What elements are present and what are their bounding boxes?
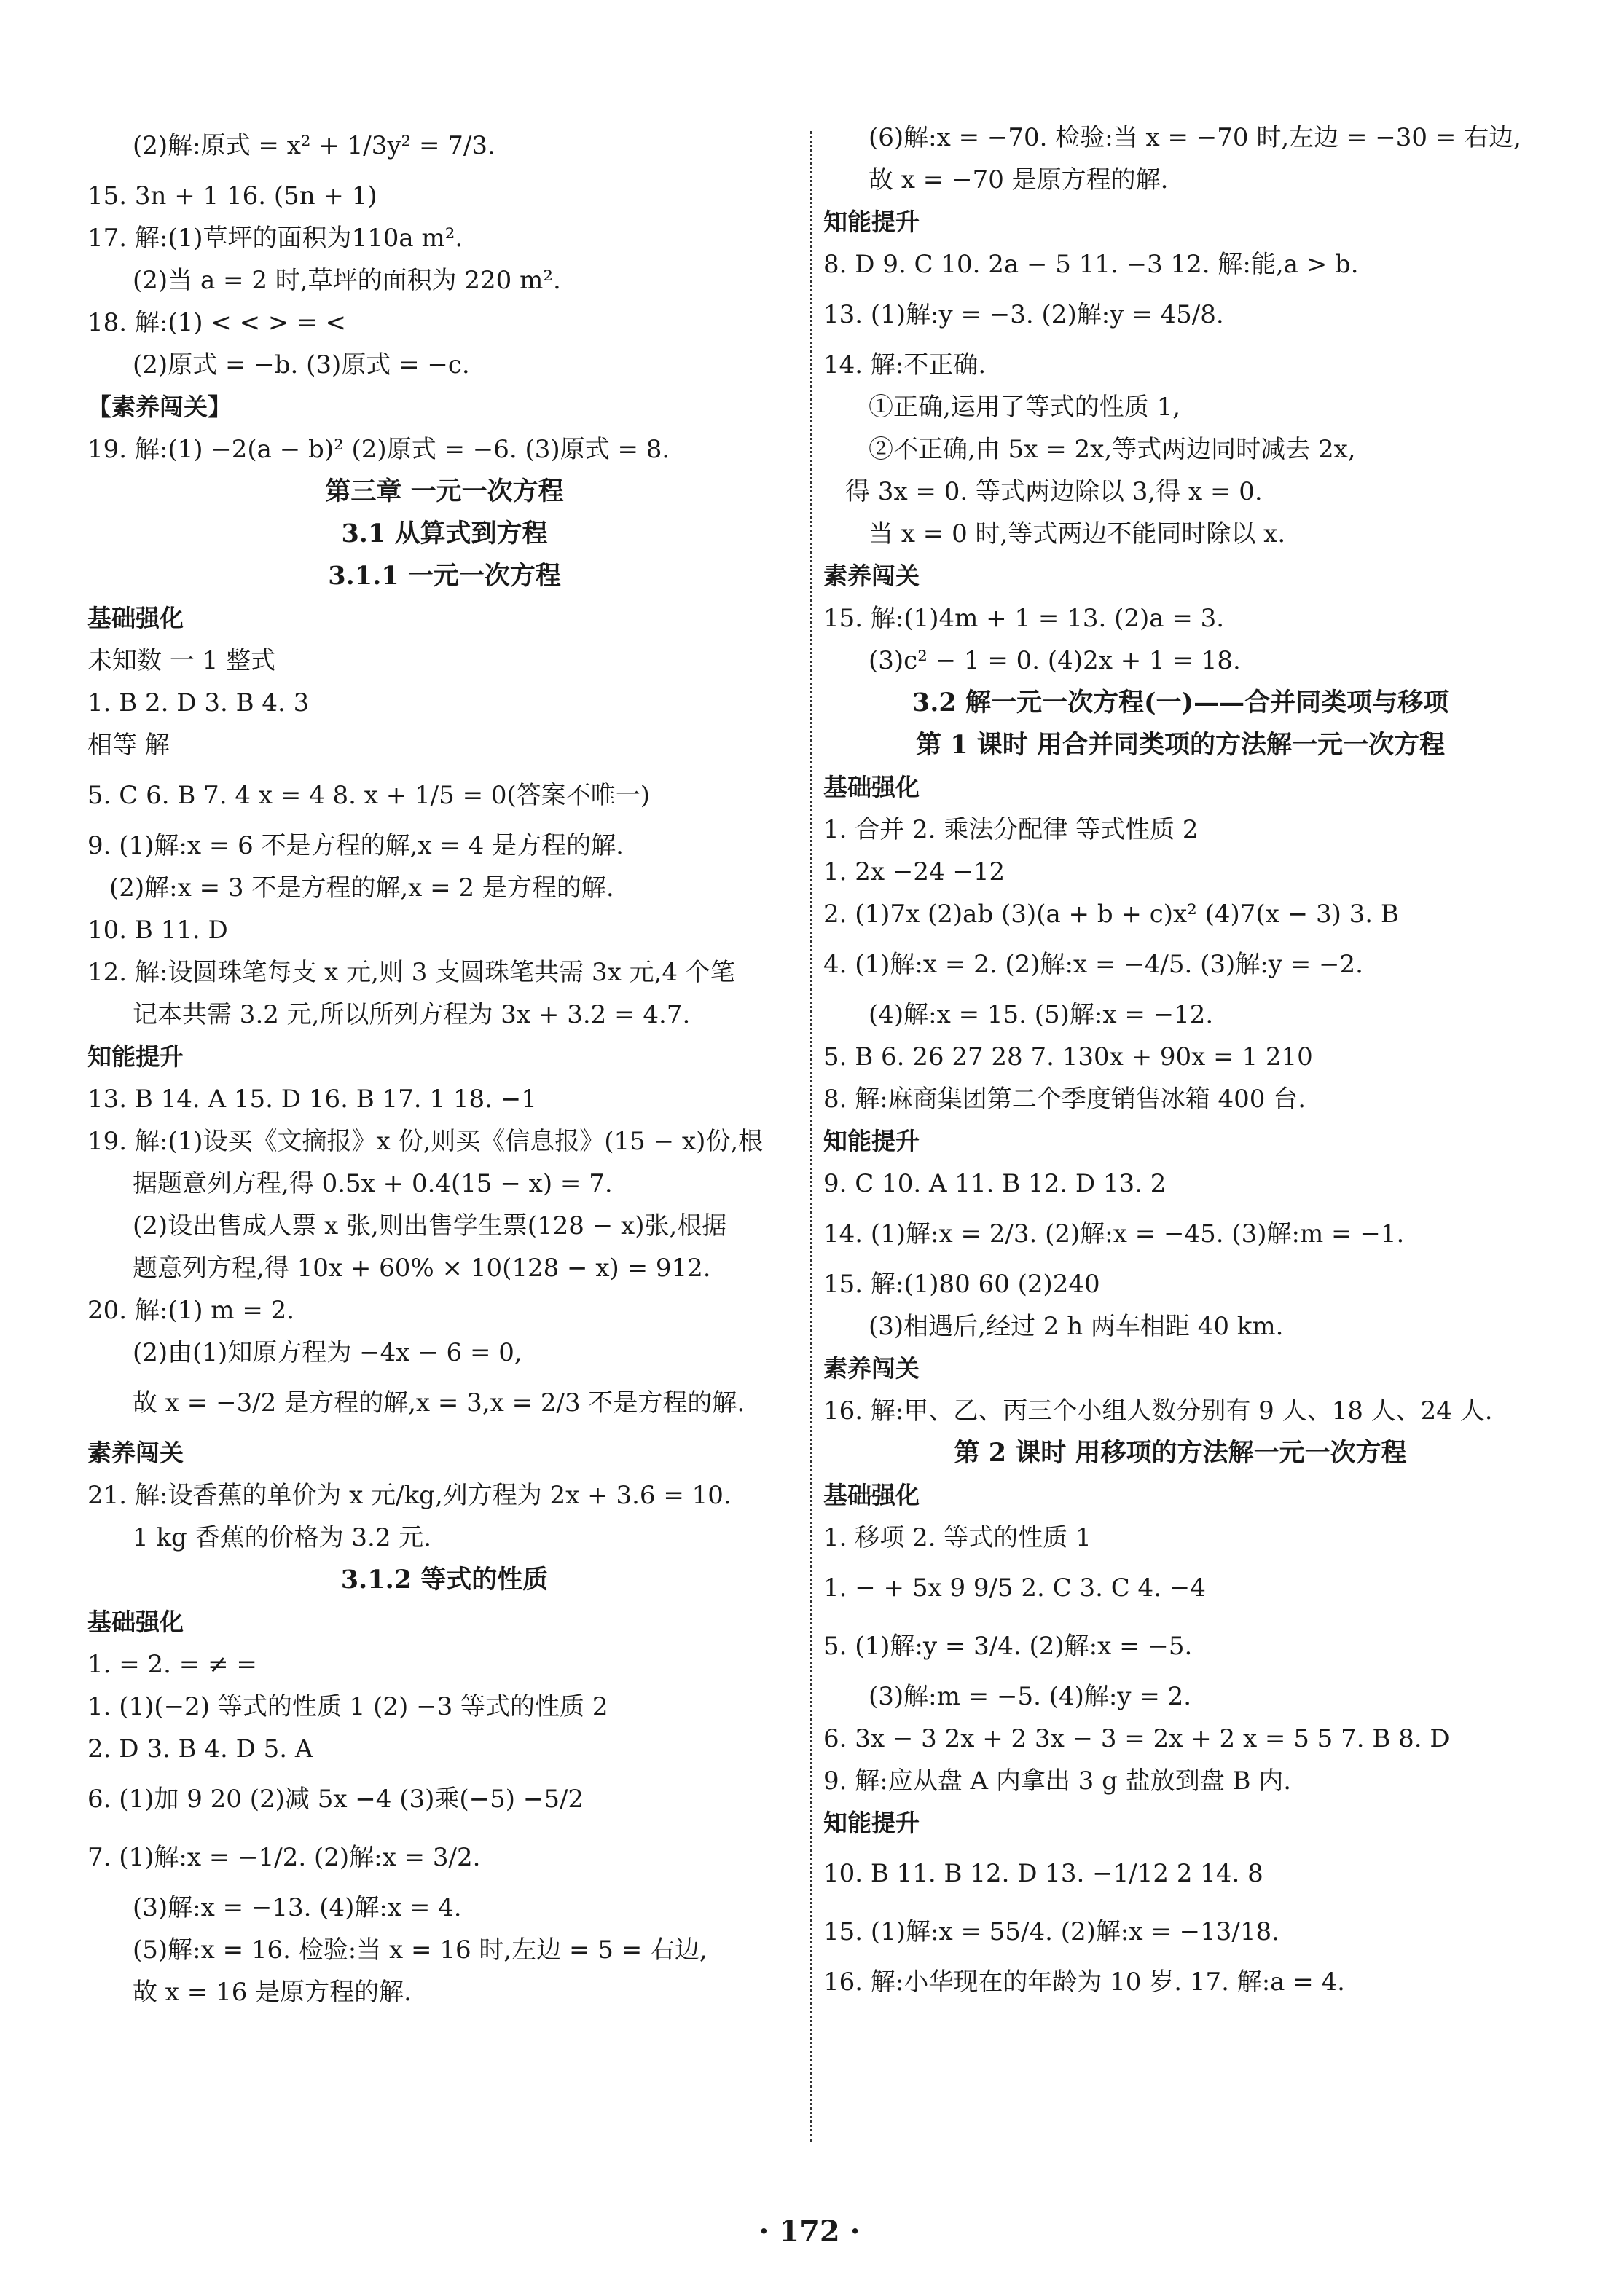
answer-line: 据题意列方程,得 0.5x + 0.4(15 − x) = 7. — [133, 1169, 613, 1198]
answer-line: 20. 解:(1) m = 2. — [87, 1296, 295, 1325]
answer-line: 6. (1)加 9 20 (2)减 5x −4 (3)乘(−5) −5/2 — [87, 1785, 584, 1814]
answer-line: 2. D 3. B 4. D 5. A — [87, 1734, 313, 1764]
section-heading: 知能提升 — [823, 1809, 920, 1837]
answer-line: (3)c² − 1 = 0. (4)2x + 1 = 18. — [869, 646, 1241, 675]
answer-line: 7. (1)解:x = −1/2. (2)解:x = 3/2. — [87, 1843, 481, 1872]
answer-line: 15. 解:(1)80 60 (2)240 — [823, 1270, 1100, 1299]
chapter-title: 第三章 一元一次方程 — [325, 476, 564, 506]
answer-line: (3)解:m = −5. (4)解:y = 2. — [869, 1682, 1192, 1711]
answer-line: 9. C 10. A 11. B 12. D 13. 2 — [823, 1169, 1167, 1198]
page-number: · 172 · — [758, 2214, 861, 2249]
chapter-title: 3.1.2 等式的性质 — [340, 1565, 549, 1595]
section-heading: 【素养闯关】 — [87, 393, 232, 421]
column-divider — [810, 131, 812, 2142]
answer-line: 1. 合并 2. 乘法分配律 等式性质 2 — [823, 815, 1199, 844]
section-heading: 基础强化 — [87, 604, 184, 632]
answer-line: (2)设出售成人票 x 张,则出售学生票(128 − x)张,根据 — [133, 1211, 727, 1241]
answer-line: 15. 解:(1)4m + 1 = 13. (2)a = 3. — [823, 604, 1225, 633]
chapter-title: 第 1 课时 用合并同类项的方法解一元一次方程 — [916, 730, 1445, 760]
answer-line: 1 kg 香蕉的价格为 3.2 元. — [133, 1523, 432, 1552]
answer-line: ①正确,运用了等式的性质 1, — [869, 393, 1181, 422]
answer-line: 1. = 2. = ≠ = — [87, 1650, 257, 1679]
answer-line: (5)解:x = 16. 检验:当 x = 16 时,左边 = 5 = 右边, — [133, 1935, 707, 1965]
answer-line: 13. B 14. A 15. D 16. B 17. 1 18. −1 — [87, 1085, 537, 1114]
answer-line: 16. 解:小华现在的年龄为 10 岁. 17. 解:a = 4. — [823, 1967, 1345, 1997]
answer-line: 1. 2x −24 −12 — [823, 857, 1005, 886]
answer-line: 1. B 2. D 3. B 4. 3 — [87, 688, 310, 718]
answer-line: (6)解:x = −70. 检验:当 x = −70 时,左边 = −30 = 右边, — [869, 123, 1521, 152]
answer-line: (2)当 a = 2 时,草坪的面积为 220 m². — [133, 266, 561, 295]
answer-line: 17. 解:(1)草坪的面积为110a m². — [87, 224, 463, 253]
section-heading: 素养闯关 — [87, 1439, 184, 1467]
answer-line: 相等 解 — [87, 731, 170, 760]
answer-line: 2. (1)7x (2)ab (3)(a + b + c)x² (4)7(x − 3) 3. B — [823, 900, 1399, 929]
answer-line: (2)原式 = −b. (3)原式 = −c. — [133, 350, 470, 380]
answer-line: 15. 3n + 1 16. (5n + 1) — [87, 181, 377, 211]
answer-line: 1. (1)(−2) 等式的性质 1 (2) −3 等式的性质 2 — [87, 1692, 608, 1721]
answer-line: 故 x = 16 是原方程的解. — [133, 1978, 412, 2007]
answer-line: (4)解:x = 15. (5)解:x = −12. — [869, 1000, 1214, 1029]
section-heading: 基础强化 — [823, 1481, 920, 1509]
answer-line: 得 3x = 0. 等式两边除以 3,得 x = 0. — [845, 477, 1263, 506]
answer-line: 18. 解:(1) < < > = < — [87, 308, 346, 337]
answer-line: 5. (1)解:y = 3/4. (2)解:x = −5. — [823, 1632, 1193, 1661]
chapter-title: 3.2 解一元一次方程(一)——合并同类项与移项 — [912, 688, 1449, 718]
answer-line: ②不正确,由 5x = 2x,等式两边同时减去 2x, — [869, 435, 1356, 464]
answer-line: 10. B 11. B 12. D 13. −1/12 2 14. 8 — [823, 1859, 1263, 1888]
answer-line: (3)相遇后,经过 2 h 两车相距 40 km. — [869, 1312, 1284, 1341]
section-heading: 知能提升 — [823, 208, 920, 236]
answer-line: 5. C 6. B 7. 4 x = 4 8. x + 1/5 = 0(答案不唯一) — [87, 781, 651, 810]
answer-line: 故 x = −3/2 是方程的解,x = 3,x = 2/3 不是方程的解. — [133, 1388, 745, 1418]
answer-line: 6. 3x − 3 2x + 2 3x − 3 = 2x + 2 x = 5 5 7. B 8. D — [823, 1724, 1450, 1753]
answer-line: (3)解:x = −13. (4)解:x = 4. — [133, 1893, 462, 1922]
answer-line: 9. 解:应从盘 A 内拿出 3 g 盐放到盘 B 内. — [823, 1766, 1292, 1796]
answer-line: 9. (1)解:x = 6 不是方程的解,x = 4 是方程的解. — [87, 831, 624, 860]
chapter-title: 3.1 从算式到方程 — [341, 519, 548, 549]
answer-line: 4. (1)解:x = 2. (2)解:x = −4/5. (3)解:y = −2. — [823, 950, 1363, 979]
answer-line: 13. (1)解:y = −3. (2)解:y = 45/8. — [823, 300, 1224, 329]
answer-line: 1. 移项 2. 等式的性质 1 — [823, 1523, 1091, 1552]
answer-line: 8. 解:麻商集团第二个季度销售冰箱 400 台. — [823, 1085, 1306, 1114]
left-column — [87, 117, 801, 2013]
section-heading: 知能提升 — [87, 1042, 184, 1071]
section-heading: 基础强化 — [87, 1608, 184, 1636]
answer-line: 1. − + 5x 9 9/5 2. C 3. C 4. −4 — [823, 1573, 1206, 1603]
answer-line: 8. D 9. C 10. 2a − 5 11. −3 12. 解:能,a > b. — [823, 250, 1359, 279]
section-heading: 基础强化 — [823, 773, 920, 801]
answer-line: 14. (1)解:x = 2/3. (2)解:x = −45. (3)解:m = −1. — [823, 1219, 1405, 1249]
section-heading: 素养闯关 — [823, 1354, 920, 1383]
answer-line: 21. 解:设香蕉的单价为 x 元/kg,列方程为 2x + 3.6 = 10. — [87, 1481, 732, 1510]
answer-line: 当 x = 0 时,等式两边不能同时除以 x. — [869, 519, 1286, 549]
answer-line: 16. 解:甲、乙、丙三个小组人数分别有 9 人、18 人、24 人. — [823, 1396, 1493, 1426]
answer-line: 14. 解:不正确. — [823, 350, 987, 380]
answer-line: 记本共需 3.2 元,所以所列方程为 3x + 3.2 = 4.7. — [133, 1000, 691, 1029]
section-heading: 素养闯关 — [823, 562, 920, 590]
answer-line: (2)解:原式 = x² + 1/3y² = 7/3. — [133, 131, 495, 160]
answer-line: 未知数 一 1 整式 — [87, 646, 276, 675]
chapter-title: 3.1.1 一元一次方程 — [328, 561, 561, 591]
chapter-title: 第 2 课时 用移项的方法解一元一次方程 — [954, 1438, 1407, 1468]
right-column — [823, 117, 1537, 2003]
answer-line: 19. 解:(1)设买《文摘报》x 份,则买《信息报》(15 − x)份,根 — [87, 1127, 764, 1156]
answer-line: 题意列方程,得 10x + 60% × 10(128 − x) = 912. — [133, 1254, 711, 1283]
answer-line: 15. (1)解:x = 55/4. (2)解:x = −13/18. — [823, 1917, 1279, 1946]
answer-line: 10. B 11. D — [87, 916, 228, 945]
answer-line: (2)解:x = 3 不是方程的解,x = 2 是方程的解. — [109, 873, 614, 903]
section-heading: 知能提升 — [823, 1127, 920, 1155]
answer-line: 19. 解:(1) −2(a − b)² (2)原式 = −6. (3)原式 = 8. — [87, 435, 670, 464]
answer-line: 故 x = −70 是原方程的解. — [869, 165, 1169, 194]
answer-line: 12. 解:设圆珠笔每支 x 元,则 3 支圆珠笔共需 3x 元,4 个笔 — [87, 958, 735, 987]
answer-line: 5. B 6. 26 27 28 7. 130x + 90x = 1 210 — [823, 1042, 1313, 1072]
answer-line: (2)由(1)知原方程为 −4x − 6 = 0, — [133, 1338, 522, 1367]
